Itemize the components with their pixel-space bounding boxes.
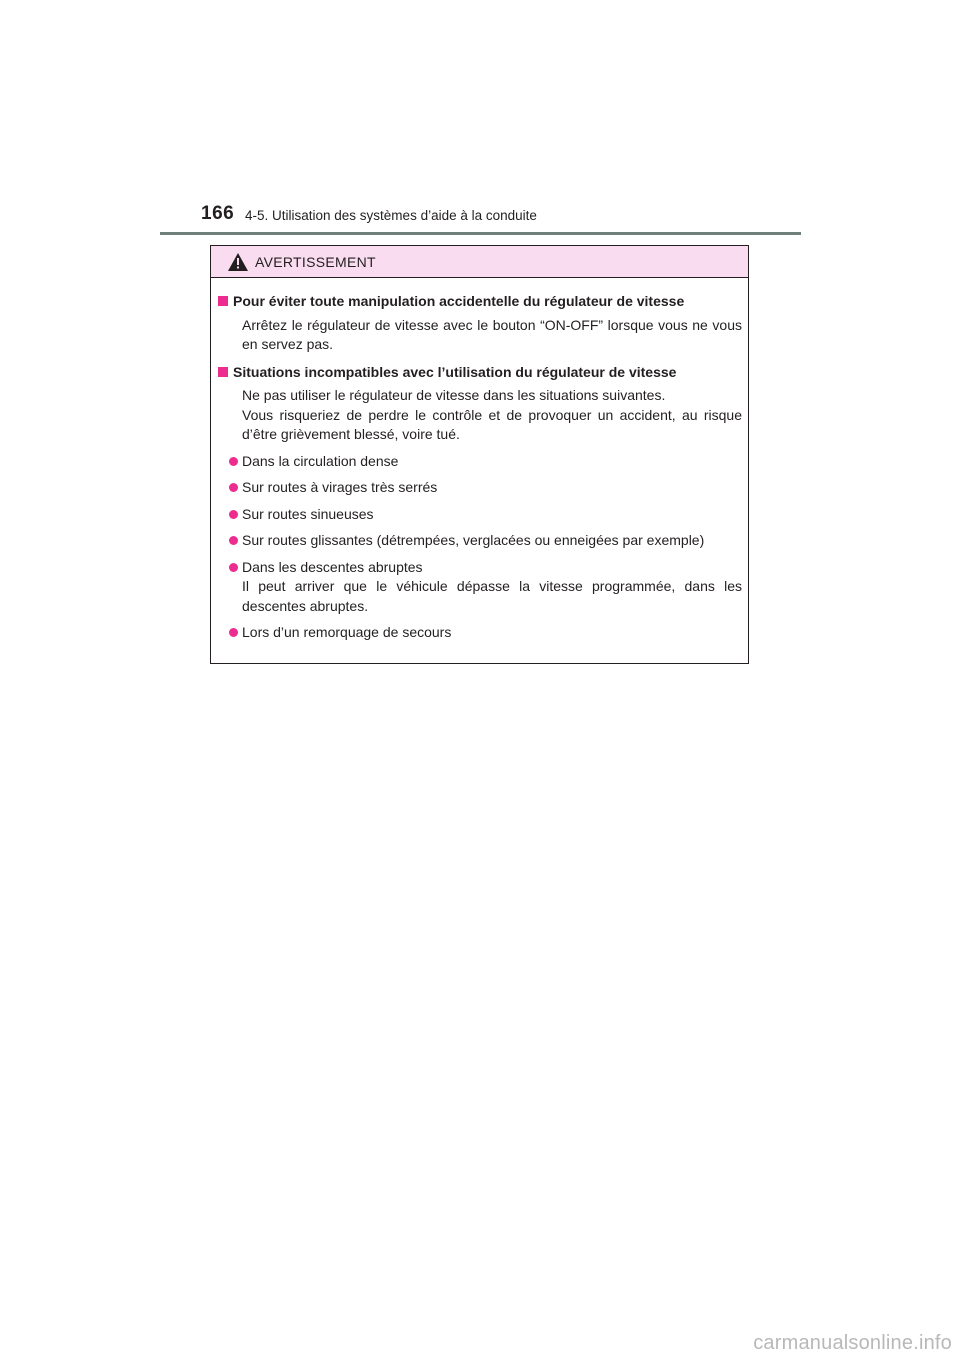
warning-box [210,245,749,664]
list-item-text: Dans la circulation dense [242,452,399,469]
paragraph-line: Ne pas utiliser le régulateur de vitesse dans les situations suivantes. [242,387,666,403]
list-item-text: Sur routes sinueuses [242,505,374,522]
list-item-text: Sur routes à virages très serrés [242,479,438,495]
subheading-text: Situations incompatibles avec l’utilisation du régulateur de vitesse [233,363,677,380]
bullet-dot-icon [229,510,238,519]
list-item [229,452,742,472]
paragraph: Arrêtez le régulateur de vitesse avec le bouton “ON-OFF” lorsque vous ne vous en servez pas. [242,316,742,352]
bullet-dot-icon [229,563,238,572]
square-bullet-icon [218,367,228,377]
list-item-line: Dans les descentes abruptes [242,558,423,575]
bullet-dot-icon [229,483,238,492]
subheading-incompatible [217,363,742,383]
list-item-text: Lors d’un remorquage de secours [242,624,452,640]
section-title: 4-5. Utilisation des systèmes d’aide à la conduite [245,208,537,223]
list-item [229,505,742,525]
bullet-dot-icon [229,457,238,466]
page-number: 166 [201,203,235,224]
watermark: carmanualsonline.info [753,1332,952,1354]
list-item [229,531,742,551]
list-item [229,558,742,617]
list-item [229,623,742,643]
warning-header [211,246,748,278]
warning-body [211,278,748,643]
warning-label: AVERTISSEMENT [255,254,376,270]
list-item-text [242,558,742,617]
square-bullet-icon [218,296,228,306]
bullet-dot-icon [229,628,238,637]
subheading-accidental [217,292,742,312]
warning-triangle-icon [228,253,248,271]
header-rule [160,232,801,235]
paragraph [242,386,742,445]
list-item-line: Il peut arriver que le véhicule dépasse la vitesse programmée, dans les descentes abruptes. [242,578,742,614]
bullet-dot-icon [229,536,238,545]
subheading-text: Pour éviter toute manipulation accidentelle du régulateur de vitesse [233,293,685,309]
list-item-text: Sur routes glissantes (détrempées, verglacées ou enneigées par exemple) [242,532,705,548]
list-item [229,478,742,498]
paragraph-line: Vous risqueriez de perdre le contrôle et de provoquer un accident, au risque d’être grièvement blessé, voire tué. [242,406,742,442]
